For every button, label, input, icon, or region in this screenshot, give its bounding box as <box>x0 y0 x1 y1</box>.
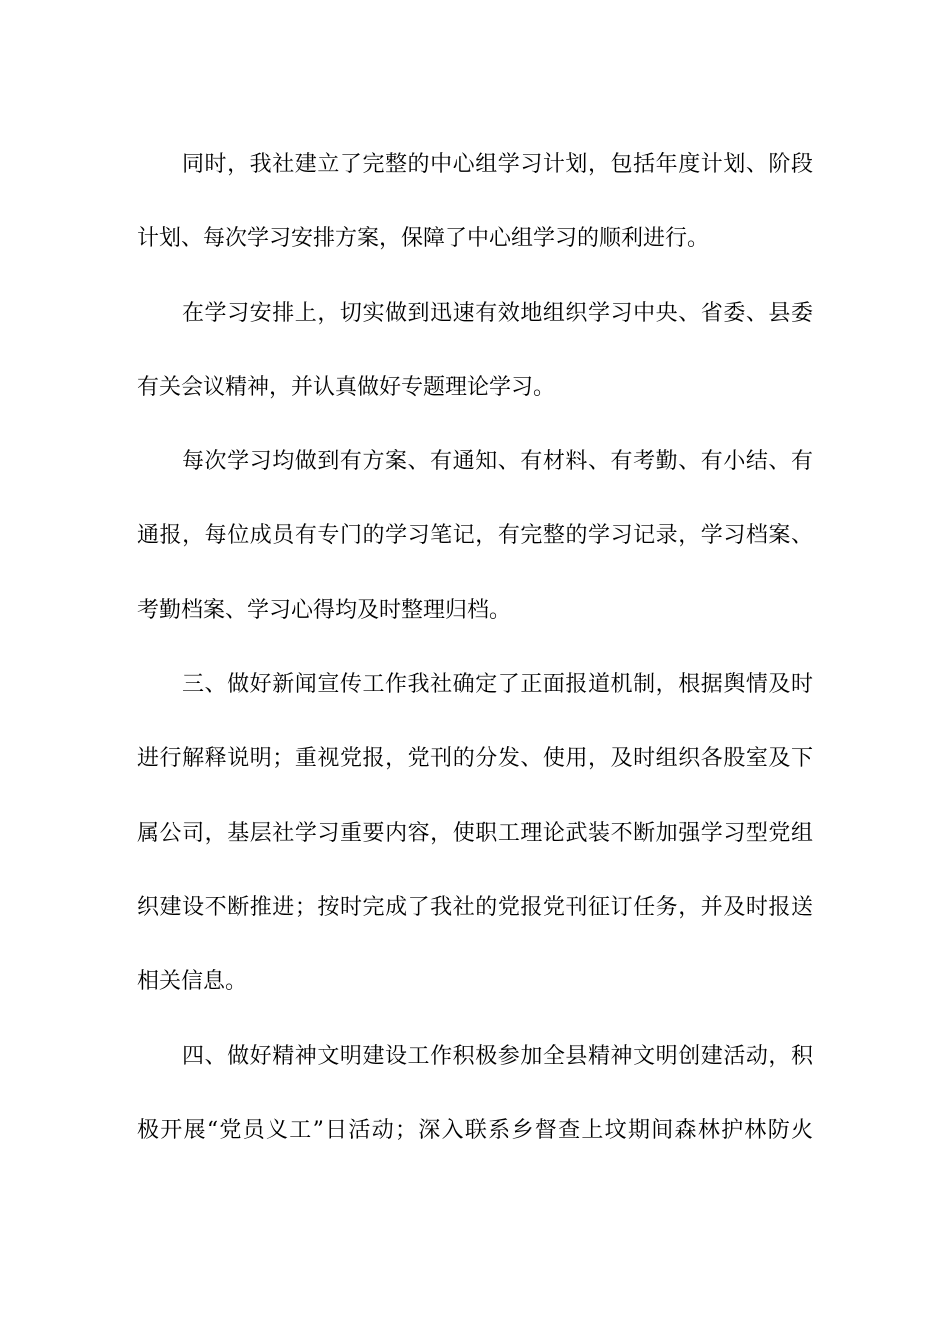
text-line: 三、做好新闻宣传工作我社确定了正面报道机制，根据舆情及时 <box>182 672 813 698</box>
text-line: 有关会议精神，并认真做好专题理论学习。 <box>137 374 556 400</box>
text-line: 通报，每位成员有专门的学习笔记，有完整的学习记录，学习档案、 <box>137 523 813 549</box>
text-line: 织建设不断推进；按时完成了我社的党报党刊征订任务，并及时报送 <box>137 894 813 920</box>
paragraph-study-plan <box>137 140 813 289</box>
text-line: 计划、每次学习安排方案，保障了中心组学习的顺利进行。 <box>137 226 710 252</box>
text-line: 属公司，基层社学习重要内容，使职工理论武装不断加强学习型党组 <box>137 820 813 846</box>
paragraph-study-records <box>137 437 813 660</box>
text-line: 每次学习均做到有方案、有通知、有材料、有考勤、有小结、有 <box>182 449 813 475</box>
text-line: 相关信息。 <box>137 969 248 995</box>
text-line: 同时，我社建立了完整的中心组学习计划，包括年度计划、阶段 <box>182 152 813 177</box>
text-line: 四、做好精神文明建设工作积极参加全县精神文明创建活动，积 <box>182 1043 813 1069</box>
text-line: 在学习安排上，切实做到迅速有效地组织学习中央、省委、县委 <box>182 300 813 326</box>
paragraph-spiritual-civilization <box>137 1032 813 1181</box>
paragraph-news-publicity <box>137 660 813 1031</box>
paragraph-study-arrangement <box>137 289 813 438</box>
text-line: 极开展“党员义工”日活动；深入联系乡督查上坟期间森林护林防火 <box>137 1117 813 1143</box>
text-line: 考勤档案、学习心得均及时整理归档。 <box>137 597 512 623</box>
document-body <box>137 140 813 1180</box>
text-line: 进行解释说明；重视党报，党刊的分发、使用，及时组织各股室及下 <box>137 746 813 772</box>
